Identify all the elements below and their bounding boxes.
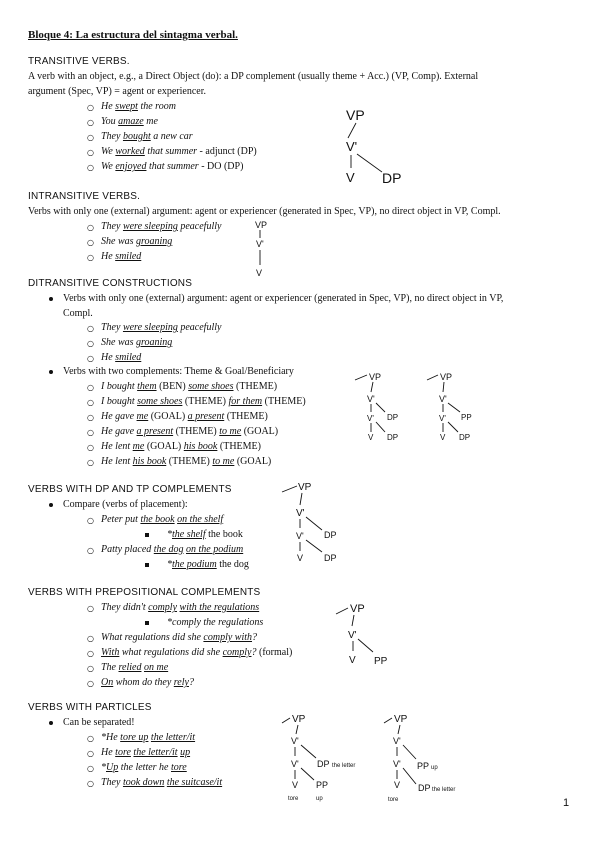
circle-bullet-icon: ○ bbox=[87, 664, 94, 673]
ditransitive-example: They were sleeping peacefully bbox=[101, 322, 222, 333]
syntax-tree-dp-tp bbox=[278, 478, 358, 570]
section-heading-particles: VERBS WITH PARTICLES bbox=[28, 702, 152, 713]
tree-node-v: V bbox=[349, 655, 356, 666]
circle-bullet-icon: ○ bbox=[87, 253, 94, 262]
ditransitive-example: I bought them (BEN) some shoes (THEME) bbox=[101, 381, 278, 392]
circle-bullet-icon: ○ bbox=[87, 779, 94, 788]
dp-tp-bullet: Compare (verbs of placement): bbox=[63, 499, 188, 510]
ditransitive-bullet2: Verbs with two complements: Theme & Goal/Beneficiary bbox=[63, 366, 294, 377]
tree-node-vbar: V' bbox=[291, 736, 299, 746]
tree-node-pp: PP bbox=[461, 413, 472, 422]
transitive-desc-line2: argument (Spec, VP) = agent or experiencer. bbox=[28, 86, 206, 97]
tree-node-vbar: V' bbox=[346, 139, 358, 154]
bullet-icon bbox=[49, 721, 53, 725]
ditransitive-bullet1-line1: Verbs with only one (external) argument: agent or experiencer (generated in Spec, VP), no direct object in VP, bbox=[63, 293, 504, 304]
section-heading-ditransitive: DITRANSITIVE CONSTRUCTIONS bbox=[28, 278, 193, 289]
syntax-tree-intransitive bbox=[250, 218, 280, 280]
circle-bullet-icon: ○ bbox=[87, 238, 94, 247]
circle-bullet-icon: ○ bbox=[87, 413, 94, 422]
tree-node-dp: DP bbox=[387, 413, 399, 422]
ditransitive-example: He lent me (GOAL) his book (THEME) bbox=[101, 441, 261, 452]
tree-node-pp: PP bbox=[374, 656, 388, 667]
tree-node-vbar: V' bbox=[367, 414, 374, 423]
tree-node-dp: DP bbox=[324, 553, 337, 563]
page-number: 1 bbox=[563, 797, 570, 809]
circle-bullet-icon: ○ bbox=[87, 103, 94, 112]
ditransitive-example: He gave a present (THEME) to me (GOAL) bbox=[101, 426, 279, 437]
tree-node-vbar: V' bbox=[393, 736, 401, 746]
bullet-icon bbox=[49, 297, 53, 301]
tree-node-v: V bbox=[297, 553, 304, 563]
tree-node-dp: DP bbox=[459, 433, 471, 442]
ditransitive-example: He smiled bbox=[101, 352, 142, 363]
tree-node-vbar: V' bbox=[439, 414, 446, 423]
particles-bullet: Can be separated! bbox=[63, 717, 135, 728]
tree-node-dp: DP bbox=[387, 433, 399, 442]
intransitive-desc: Verbs with only one (external) argument: agent or experiencer (generated in Spec, VP), no direct object in VP, Compl. bbox=[28, 206, 501, 217]
prep-example: With what regulations did she comply? (formal) bbox=[101, 647, 293, 658]
prep-star-example: *comply the regulations bbox=[167, 617, 264, 628]
intransitive-example: He smiled bbox=[101, 251, 142, 262]
tree-node-vp: VP bbox=[298, 482, 312, 493]
tree-node-dp: DP bbox=[324, 530, 337, 540]
ditransitive-example: I bought some shoes (THEME) for them (THEME) bbox=[101, 396, 306, 407]
particles-example: He tore the letter/it up bbox=[101, 747, 191, 758]
dp-tp-example: Peter put the book on the shelf bbox=[101, 514, 224, 525]
circle-bullet-icon: ○ bbox=[87, 649, 94, 658]
syntax-tree-prepositional bbox=[330, 598, 410, 668]
dp-tp-star-example: *the shelf the book bbox=[167, 529, 243, 540]
tree-node-vbar: V' bbox=[291, 759, 299, 769]
particles-example: *He tore up the letter/it bbox=[101, 732, 196, 743]
prep-example: On whom do they rely? bbox=[101, 677, 194, 688]
syntax-tree-particles-right bbox=[382, 710, 482, 805]
circle-bullet-icon: ○ bbox=[87, 443, 94, 452]
circle-bullet-icon: ○ bbox=[87, 428, 94, 437]
tree-node-v: V bbox=[394, 780, 401, 790]
tree-node-vp: VP bbox=[394, 714, 408, 725]
tree-node-vbar: V' bbox=[393, 759, 401, 769]
tree-node-v: V bbox=[346, 170, 355, 185]
square-bullet-icon bbox=[145, 563, 149, 567]
circle-bullet-icon: ○ bbox=[87, 163, 94, 172]
tree-node-vbar: V' bbox=[296, 508, 305, 519]
tree-leaf: tore bbox=[288, 796, 299, 802]
tree-node-vbar: V' bbox=[367, 394, 375, 404]
circle-bullet-icon: ○ bbox=[87, 634, 94, 643]
circle-bullet-icon: ○ bbox=[87, 133, 94, 142]
transitive-example: They bought a new car bbox=[101, 131, 193, 142]
ditransitive-example: She was groaning bbox=[101, 337, 173, 348]
section-heading-transitive: TRANSITIVE VERBS. bbox=[28, 56, 130, 67]
tree-node-vp: VP bbox=[440, 372, 453, 382]
circle-bullet-icon: ○ bbox=[87, 354, 94, 363]
circle-bullet-icon: ○ bbox=[87, 734, 94, 743]
circle-bullet-icon: ○ bbox=[87, 223, 94, 232]
syntax-tree-ditransitive-left bbox=[345, 370, 425, 445]
circle-bullet-icon: ○ bbox=[87, 749, 94, 758]
prep-example: What regulations did she comply with? bbox=[101, 632, 258, 643]
syntax-tree-particles-left bbox=[280, 710, 370, 805]
transitive-example: You amaze me bbox=[101, 116, 158, 127]
tree-node-pp: PP bbox=[316, 780, 329, 790]
section-heading-dp-tp: VERBS WITH DP AND TP COMPLEMENTS bbox=[28, 484, 232, 495]
tree-note: the letter bbox=[432, 787, 456, 793]
square-bullet-icon bbox=[145, 621, 149, 625]
tree-leaf: up bbox=[316, 796, 323, 802]
tree-node-pp: PP bbox=[417, 761, 430, 771]
prep-example: They didn't comply with the regulations bbox=[101, 602, 260, 613]
bullet-icon bbox=[49, 370, 53, 374]
circle-bullet-icon: ○ bbox=[87, 516, 94, 525]
tree-node-v: V bbox=[440, 433, 446, 442]
section-heading-intransitive: INTRANSITIVE VERBS. bbox=[28, 191, 141, 202]
intransitive-example: They were sleeping peacefully bbox=[101, 221, 222, 232]
square-bullet-icon bbox=[145, 533, 149, 537]
tree-node-v: V bbox=[256, 268, 263, 278]
tree-note: up bbox=[431, 765, 438, 771]
tree-node-vbar: V' bbox=[296, 531, 304, 541]
tree-node-dp: DP bbox=[317, 759, 330, 769]
particles-example: *Up the letter he tore bbox=[101, 762, 187, 773]
tree-note: the letter bbox=[332, 763, 356, 769]
circle-bullet-icon: ○ bbox=[87, 398, 94, 407]
tree-node-v: V bbox=[292, 780, 299, 790]
prep-example: The relied on me bbox=[101, 662, 169, 673]
syntax-tree-ditransitive-right bbox=[418, 370, 498, 445]
circle-bullet-icon: ○ bbox=[87, 383, 94, 392]
tree-node-v: V bbox=[368, 433, 374, 442]
intransitive-example: She was groaning bbox=[101, 236, 173, 247]
particles-example: They took down the suitcase/it bbox=[101, 777, 223, 788]
tree-node-vp: VP bbox=[369, 372, 382, 382]
transitive-example: We enjoyed that summer - DO (DP) bbox=[101, 161, 244, 172]
transitive-desc-line1: A verb with an object, e.g., a Direct Object (do): a DP complement (usually theme + Acc.) (VP, Comp). External bbox=[28, 71, 479, 82]
tree-node-vbar: V' bbox=[256, 239, 264, 249]
circle-bullet-icon: ○ bbox=[87, 764, 94, 773]
circle-bullet-icon: ○ bbox=[87, 118, 94, 127]
syntax-tree-transitive bbox=[330, 100, 420, 190]
tree-node-dp: DP bbox=[382, 170, 402, 186]
page-title: Bloque 4: La estructura del sintagma verbal. bbox=[28, 29, 238, 41]
dp-tp-example: Patty placed the dog on the podium bbox=[101, 544, 244, 555]
ditransitive-bullet1-line2: Compl. bbox=[63, 308, 93, 319]
dp-tp-star-example: *the podium the dog bbox=[167, 559, 249, 570]
circle-bullet-icon: ○ bbox=[87, 546, 94, 555]
tree-node-vbar: V' bbox=[348, 630, 357, 641]
tree-node-vp: VP bbox=[350, 603, 365, 615]
tree-node-vbar: V' bbox=[439, 394, 447, 404]
transitive-example: He swept the room bbox=[101, 101, 176, 112]
tree-leaf: tore bbox=[388, 797, 399, 803]
tree-node-vp: VP bbox=[255, 220, 268, 230]
circle-bullet-icon: ○ bbox=[87, 604, 94, 613]
circle-bullet-icon: ○ bbox=[87, 339, 94, 348]
bullet-icon bbox=[49, 503, 53, 507]
circle-bullet-icon: ○ bbox=[87, 324, 94, 333]
circle-bullet-icon: ○ bbox=[87, 458, 94, 467]
transitive-example: We worked that summer - adjunct (DP) bbox=[101, 146, 257, 157]
tree-node-vp: VP bbox=[292, 714, 306, 725]
ditransitive-example: He gave me (GOAL) a present (THEME) bbox=[101, 411, 268, 422]
ditransitive-example: He lent his book (THEME) to me (GOAL) bbox=[101, 456, 272, 467]
circle-bullet-icon: ○ bbox=[87, 679, 94, 688]
tree-node-dp: DP bbox=[418, 783, 431, 793]
section-heading-prepositional: VERBS WITH PREPOSITIONAL COMPLEMENTS bbox=[28, 587, 261, 598]
tree-node-vp: VP bbox=[346, 107, 365, 123]
circle-bullet-icon: ○ bbox=[87, 148, 94, 157]
